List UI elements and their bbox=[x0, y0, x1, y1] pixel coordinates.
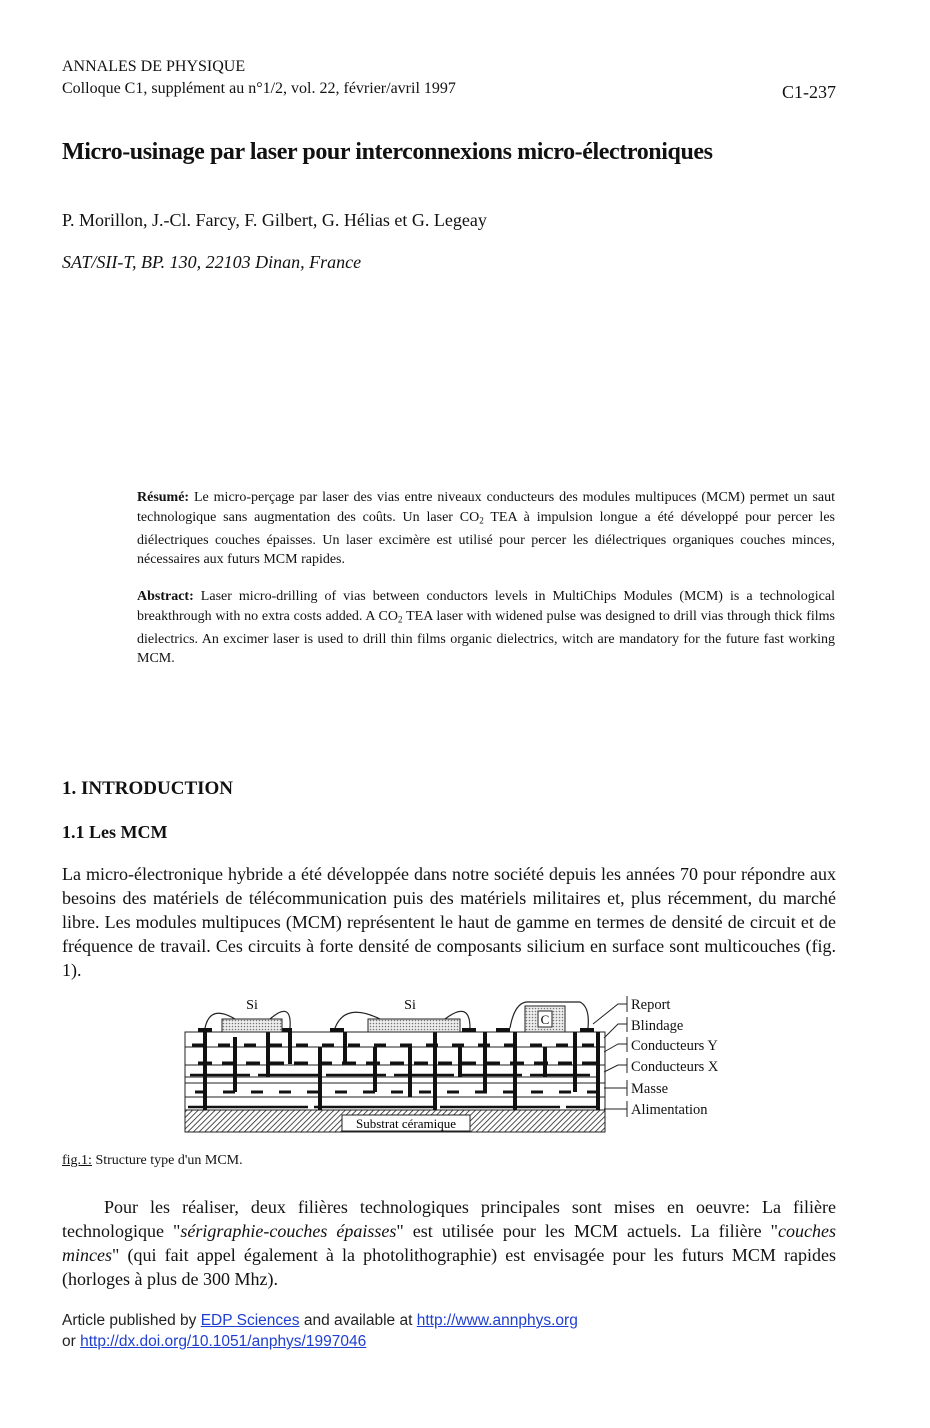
footer-text-2: and available at bbox=[299, 1312, 417, 1329]
abstract-label: Abstract: bbox=[137, 589, 194, 604]
abstract-text-b: TEA laser with widened pulse was designed to drill vias through thick films dielectrics. An excimer laser is used to drill thin films organic dielectrics, witch are mandatory for the future fast working MCM. bbox=[137, 608, 836, 667]
figure-caption-ref: fig.1: bbox=[62, 1153, 92, 1168]
resume-text-b: TEA à impulsion longue a été développé pour percer les diélectriques couches épaisses. Un laser excimère est utilisé pour percer les diélectriques organiques couches minces, nécessaires aux futurs MCM rapides. bbox=[137, 509, 835, 568]
footer-text-1: Article published by bbox=[62, 1312, 201, 1329]
layer-label-masse: Masse bbox=[631, 1081, 669, 1097]
section-heading: 1. INTRODUCTION bbox=[62, 778, 234, 799]
figure-caption-text: Structure type d'un MCM. bbox=[91, 1153, 243, 1168]
journal-header bbox=[62, 56, 456, 100]
abstract-sub: 2 bbox=[398, 614, 403, 625]
methods-paragraph bbox=[62, 1195, 836, 1291]
si-chip-2 bbox=[368, 1019, 460, 1032]
footer-text-3: or bbox=[62, 1333, 81, 1350]
methods-text-c: " (qui fait appel également à la photolithographie) est envisagée pour les futurs MCM rapides (horloges à plus de 300 Mhz). bbox=[62, 1245, 836, 1289]
layer-label-conducteurs-y: Conducteurs Y bbox=[631, 1038, 718, 1054]
layer-label-conducteurs-x: Conducteurs X bbox=[631, 1059, 719, 1075]
layer-label-blindage: Blindage bbox=[631, 1018, 684, 1034]
page-number: C1-237 bbox=[782, 82, 836, 102]
subsection-heading: 1.1 Les MCM bbox=[62, 822, 168, 842]
article-affiliation: SAT/SII-T, BP. 130, 22103 Dinan, France bbox=[62, 252, 362, 272]
article-authors: P. Morillon, J.-Cl. Farcy, F. Gilbert, G. Hélias et G. Legeay bbox=[62, 210, 487, 230]
methods-text-b: " est utilisée pour les MCM actuels. La filière " bbox=[396, 1221, 778, 1241]
figure-caption bbox=[62, 1153, 243, 1169]
resume-text-a: Le micro-perçage par laser des vias entre niveaux conducteurs des modules multipuces (MCM) permet un saut technologique sans augmentation des coûts. Un laser CO bbox=[137, 490, 835, 525]
resume-label: Résumé: bbox=[137, 490, 190, 505]
journal-issue: Colloque C1, supplément au n°1/2, vol. 22, février/avril 1997 bbox=[62, 80, 456, 97]
resume-sub: 2 bbox=[479, 515, 484, 526]
mcm-structure-figure bbox=[180, 992, 740, 1137]
si-label-1: Si bbox=[246, 998, 258, 1013]
si-label-2: Si bbox=[404, 998, 416, 1013]
publication-footer bbox=[62, 1310, 578, 1352]
substrate-label: Substrat céramique bbox=[356, 1116, 456, 1131]
article-title: Micro-usinage par laser pour interconnexions micro-électroniques bbox=[62, 139, 713, 165]
resume-block bbox=[137, 488, 835, 570]
doi-link[interactable]: http://dx.doi.org/10.1051/anphys/1997046 bbox=[80, 1333, 367, 1350]
methods-text-a: Pour les réaliser, deux filières technologiques principales sont mises en oeuvre: La filière technologique " bbox=[62, 1197, 836, 1241]
capacitor-label: C bbox=[540, 1012, 550, 1027]
methods-emphasis-1: sérigraphie-couches épaisses bbox=[180, 1221, 397, 1241]
layer-label-report: Report bbox=[631, 997, 671, 1013]
layer-label-alimentation: Alimentation bbox=[631, 1102, 708, 1118]
abstract-text-a: Laser micro-drilling of vias between conductors levels in MultiChips Modules (MCM) is a technological breakthrough with no extra costs added. A CO bbox=[137, 589, 835, 624]
intro-paragraph: La micro-électronique hybride a été développée dans notre société depuis les années 70 pour répondre aux besoins des matériels de télécommunication puis des matériels militaires et, plus récemment, du marché libre. Les modules multipuces (MCM) représentent le haut de gamme en termes de densité de circuit et de fréquence de travail. Ces circuits à forte densité de composants silicium en surface sont multicouches (fig. 1). bbox=[62, 864, 836, 980]
abstract-block bbox=[137, 587, 835, 669]
publisher-link[interactable]: EDP Sciences bbox=[200, 1312, 300, 1329]
annphys-link[interactable]: http://www.annphys.org bbox=[416, 1312, 578, 1329]
journal-name: ANNALES DE PHYSIQUE bbox=[62, 58, 246, 75]
methods-emphasis-2: couches minces bbox=[62, 1221, 836, 1265]
conductor-dashes bbox=[188, 1045, 600, 1107]
si-chip-1 bbox=[222, 1019, 282, 1032]
